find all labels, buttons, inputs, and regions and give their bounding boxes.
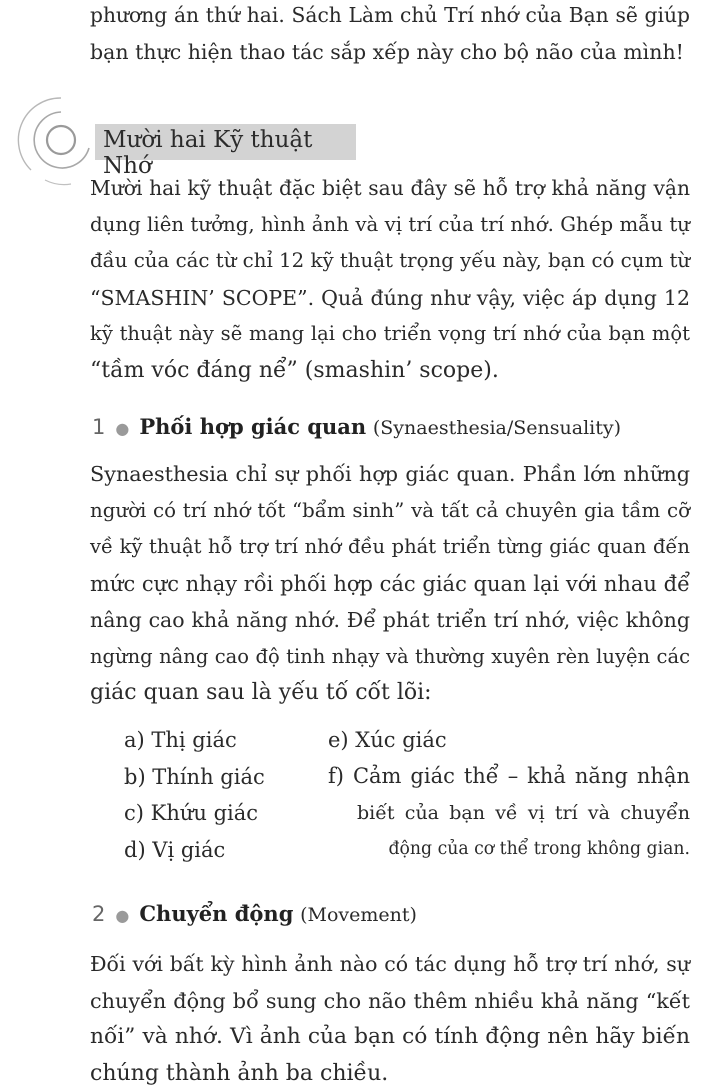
text-line: f) Cảm giác thể – khả năng nhận — [328, 758, 690, 795]
item-number: 2 — [92, 902, 105, 926]
list-item: a) Thị giác — [124, 722, 265, 759]
item-heading-2 — [92, 901, 417, 926]
text-line: ngừng nâng cao độ tinh nhạy và thường xuyên rèn luyện các — [90, 639, 690, 676]
text-line: động của cơ thể trong không gian. — [328, 831, 690, 868]
text-line: về kỹ thuật hỗ trợ trí nhớ đều phát triển từng giác quan đến — [90, 529, 690, 566]
text-line: đầu của các từ chỉ 12 kỹ thuật trọng yếu này, bạn có cụm từ — [90, 243, 690, 280]
text-line: người có trí nhớ tốt “bẩm sinh” và tất cả chuyên gia tầm cỡ — [90, 493, 690, 530]
item-title: Phối hợp giác quan — [139, 414, 366, 439]
concentric-rings-icon — [0, 90, 95, 190]
item-2-paragraph — [90, 946, 690, 1092]
text-line: phương án thứ hai. Sách Làm chủ Trí nhớ của Bạn sẽ giúp — [90, 0, 690, 34]
list-item: c) Khứu giác — [124, 795, 265, 832]
section-title: Mười hai Kỹ thuật Nhớ — [103, 127, 356, 179]
text-line: giác quan sau là yếu tố cốt lõi: — [90, 675, 690, 712]
text-line: chúng thành ảnh ba chiều. — [90, 1056, 690, 1092]
list-item: e) Xúc giác — [328, 722, 447, 759]
bullet-icon: ● — [115, 419, 129, 438]
text-line: nâng cao khả năng nhớ. Để phát triển trí nhớ, việc không — [90, 602, 690, 639]
text-line: biết của bạn về vị trí và chuyển — [328, 795, 690, 832]
senses-list-right — [328, 722, 447, 759]
bullet-icon: ● — [115, 906, 129, 925]
list-item: b) Thính giác — [124, 759, 265, 796]
item-heading-1 — [92, 414, 621, 439]
text-line: Mười hai kỹ thuật đặc biệt sau đây sẽ hỗ trợ khả năng vận — [90, 170, 690, 207]
text-line: nối” và nhớ. Vì ảnh của bạn có tính động nên hãy biến — [90, 1019, 690, 1056]
item-number: 1 — [92, 415, 105, 439]
intro-paragraph — [90, 0, 690, 70]
text-line: “tầm vóc đáng nể” (smashin’ scope). — [90, 353, 690, 390]
text-line: “SMASHIN’ SCOPE”. Quả đúng như vậy, việc áp dụng 12 — [90, 280, 690, 317]
text-line: bạn thực hiện thao tác sắp xếp này cho bộ não của mình! — [90, 34, 690, 71]
text-line: mức cực nhạy rồi phối hợp các giác quan lại với nhau để — [90, 566, 690, 603]
text-line: kỹ thuật này sẽ mang lại cho triển vọng trí nhớ của bạn một — [90, 316, 690, 353]
sense-f-item — [328, 758, 690, 868]
item-subtitle: (Movement) — [300, 904, 417, 926]
text-line: chuyển động bổ sung cho não thêm nhiều khả năng “kết — [90, 983, 690, 1020]
text-line: Synaesthesia chỉ sự phối hợp giác quan. Phần lớn những — [90, 456, 690, 493]
item-title: Chuyển động — [139, 901, 293, 926]
senses-list-left — [124, 722, 265, 868]
list-item: d) Vị giác — [124, 832, 265, 869]
item-subtitle: (Synaesthesia/Sensuality) — [373, 417, 621, 439]
section-heading — [95, 124, 356, 160]
text-line: Đối với bất kỳ hình ảnh nào có tác dụng hỗ trợ trí nhớ, sự — [90, 946, 690, 983]
lead-paragraph — [90, 170, 690, 389]
item-1-paragraph — [90, 456, 690, 712]
text-line: dụng liên tưởng, hình ảnh và vị trí của trí nhớ. Ghép mẫu tự — [90, 207, 690, 244]
